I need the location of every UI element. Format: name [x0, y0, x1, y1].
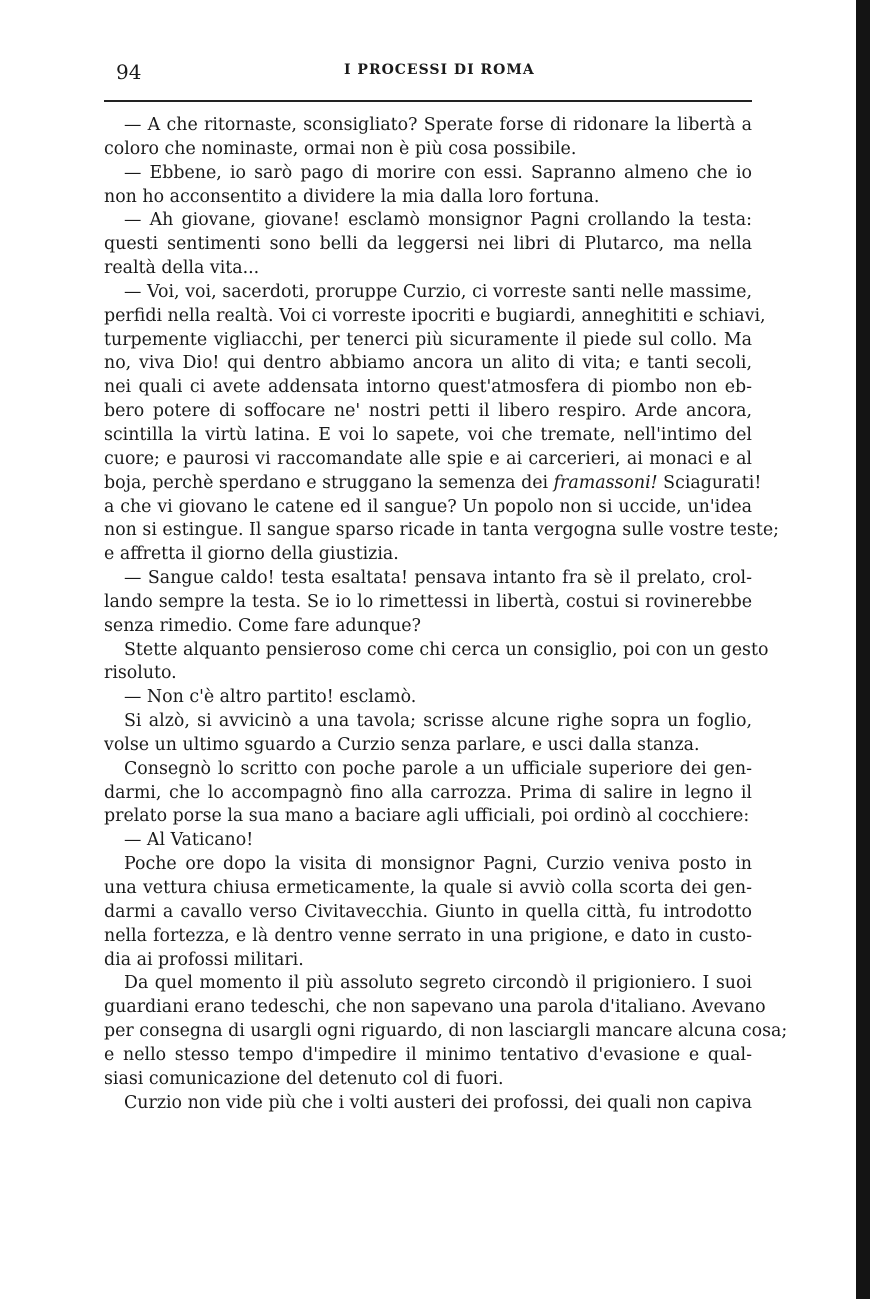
book-spine-edge	[856, 0, 870, 1299]
text-line: — A che ritornaste, sconsigliato? Sperate forse di ridonare la libertà a	[124, 115, 752, 135]
text-line: realtà della vita...	[104, 258, 260, 279]
text-line: lando sempre la testa. Se io lo rimettessi in libertà, costui si rovinerebbe	[104, 591, 752, 612]
text-line: — Sangue caldo! testa esaltata! pensava intanto fra sè il prelato, crol-	[124, 568, 752, 589]
text-line: coloro che nominaste, ormai non è più cosa possibile.	[104, 138, 577, 159]
text-line: per consegna di usargli ogni riguardo, di non lasciargli mancare alcuna cosa;	[104, 1021, 788, 1042]
page-header	[104, 54, 752, 84]
italic-word: framassoni!	[553, 472, 658, 493]
running-head: I PROCESSI DI ROMA	[344, 62, 535, 78]
text-line: siasi comunicazione del detenuto col di fuori.	[104, 1068, 504, 1089]
text-line: cuore; e paurosi vi raccomandate alle spie e ai carcerieri, ai monaci e al	[104, 448, 752, 469]
text-line: scintilla la virtù latina. E voi lo sapete, voi che tremate, nell'intimo del	[104, 424, 752, 445]
text-line: — Voi, voi, sacerdoti, proruppe Curzio, ci vorreste santi nelle massime,	[124, 281, 752, 302]
text-line: e nello stesso tempo d'impedire il minimo tentativo d'evasione e qual-	[104, 1044, 752, 1065]
text-line: perfidi nella realtà. Voi ci vorreste ipocriti e bugiardi, anneghititi e schiavi,	[104, 305, 766, 326]
text-line: Da quel momento il più assoluto segreto circondò il prigioniero. I suoi	[124, 973, 752, 994]
text-line: questi sentimenti sono belli da leggersi nei libri di Plutarco, ma nella	[104, 234, 752, 255]
page-number: 94	[116, 60, 142, 84]
text-line: una vettura chiusa ermeticamente, la quale si avviò colla scorta dei gen-	[104, 878, 752, 898]
text-line: Poche ore dopo la visita di monsignor Pagni, Curzio veniva posto in	[124, 854, 752, 875]
text-line: non ho acconsentito a dividere la mia dalla loro fortuna.	[104, 186, 600, 207]
text-line: guardiani erano tedeschi, che non sapevano una parola d'italiano. Avevano	[104, 997, 766, 1018]
text-line: dia ai profossi militari.	[104, 949, 304, 970]
text-line: Curzio non vide più che i volti austeri dei profossi, dei quali non capiva	[124, 1092, 752, 1113]
text-line: — Ah giovane, giovane! esclamò monsignor Pagni crollando la testa:	[124, 210, 752, 231]
text-line: Stette alquanto pensieroso come chi cerca un consiglio, poi con un gesto	[124, 639, 769, 660]
text-line: — Ebbene, io sarò pago di morire con essi. Sapranno almeno che io	[124, 162, 752, 183]
text-line: nella fortezza, e là dentro venne serrato in una prigione, e dato in custo-	[104, 925, 752, 946]
text-line: nei quali ci avete addensata intorno quest'atmosfera di piombo non eb-	[104, 377, 752, 398]
header-rule	[104, 100, 752, 102]
text-line: prelato porse la sua mano a baciare agli ufficiali, poi ordinò al cocchiere:	[104, 806, 750, 827]
text-line: non si estingue. Il sangue sparso ricade in tanta vergogna sulle vostre teste;	[104, 520, 780, 541]
text-line: boja, perchè sperdano e struggano la semenza dei framassoni! Sciagurati!	[104, 472, 762, 493]
text-line: volse un ultimo sguardo a Curzio senza parlare, e usci dalla stanza.	[104, 734, 700, 755]
text-line: Consegnò lo scritto con poche parole a un ufficiale superiore dei gen-	[124, 758, 752, 779]
text-line: turpemente vigliacchi, per tenerci più sicuramente il piede sul collo. Ma	[104, 329, 752, 350]
text-line: — Non c'è altro partito! esclamò.	[124, 687, 417, 708]
text-line: e affretta il giorno della giustizia.	[104, 544, 399, 565]
text-line: senza rimedio. Come fare adunque?	[104, 615, 421, 636]
text-line: Si alzò, si avvicinò a una tavola; scrisse alcune righe sopra un foglio,	[124, 711, 752, 732]
text-line: risoluto.	[104, 663, 177, 684]
text-line: no, viva Dio! qui dentro abbiamo ancora un alito di vita; e tanti secoli,	[104, 353, 752, 374]
text-line: bero potere di soffocare ne' nostri petti il libero respiro. Arde ancora,	[104, 401, 752, 422]
text-line: a che vi giovano le catene ed il sangue? Un popolo non si uccide, un'idea	[104, 496, 752, 517]
text-line: darmi, che lo accompagnò fino alla carrozza. Prima di salire in legno il	[104, 782, 752, 803]
text-line: darmi a cavallo verso Civitavecchia. Giunto in quella città, fu introdotto	[104, 901, 752, 922]
body-text	[104, 114, 788, 1115]
text-line: — Al Vaticano!	[124, 830, 254, 851]
